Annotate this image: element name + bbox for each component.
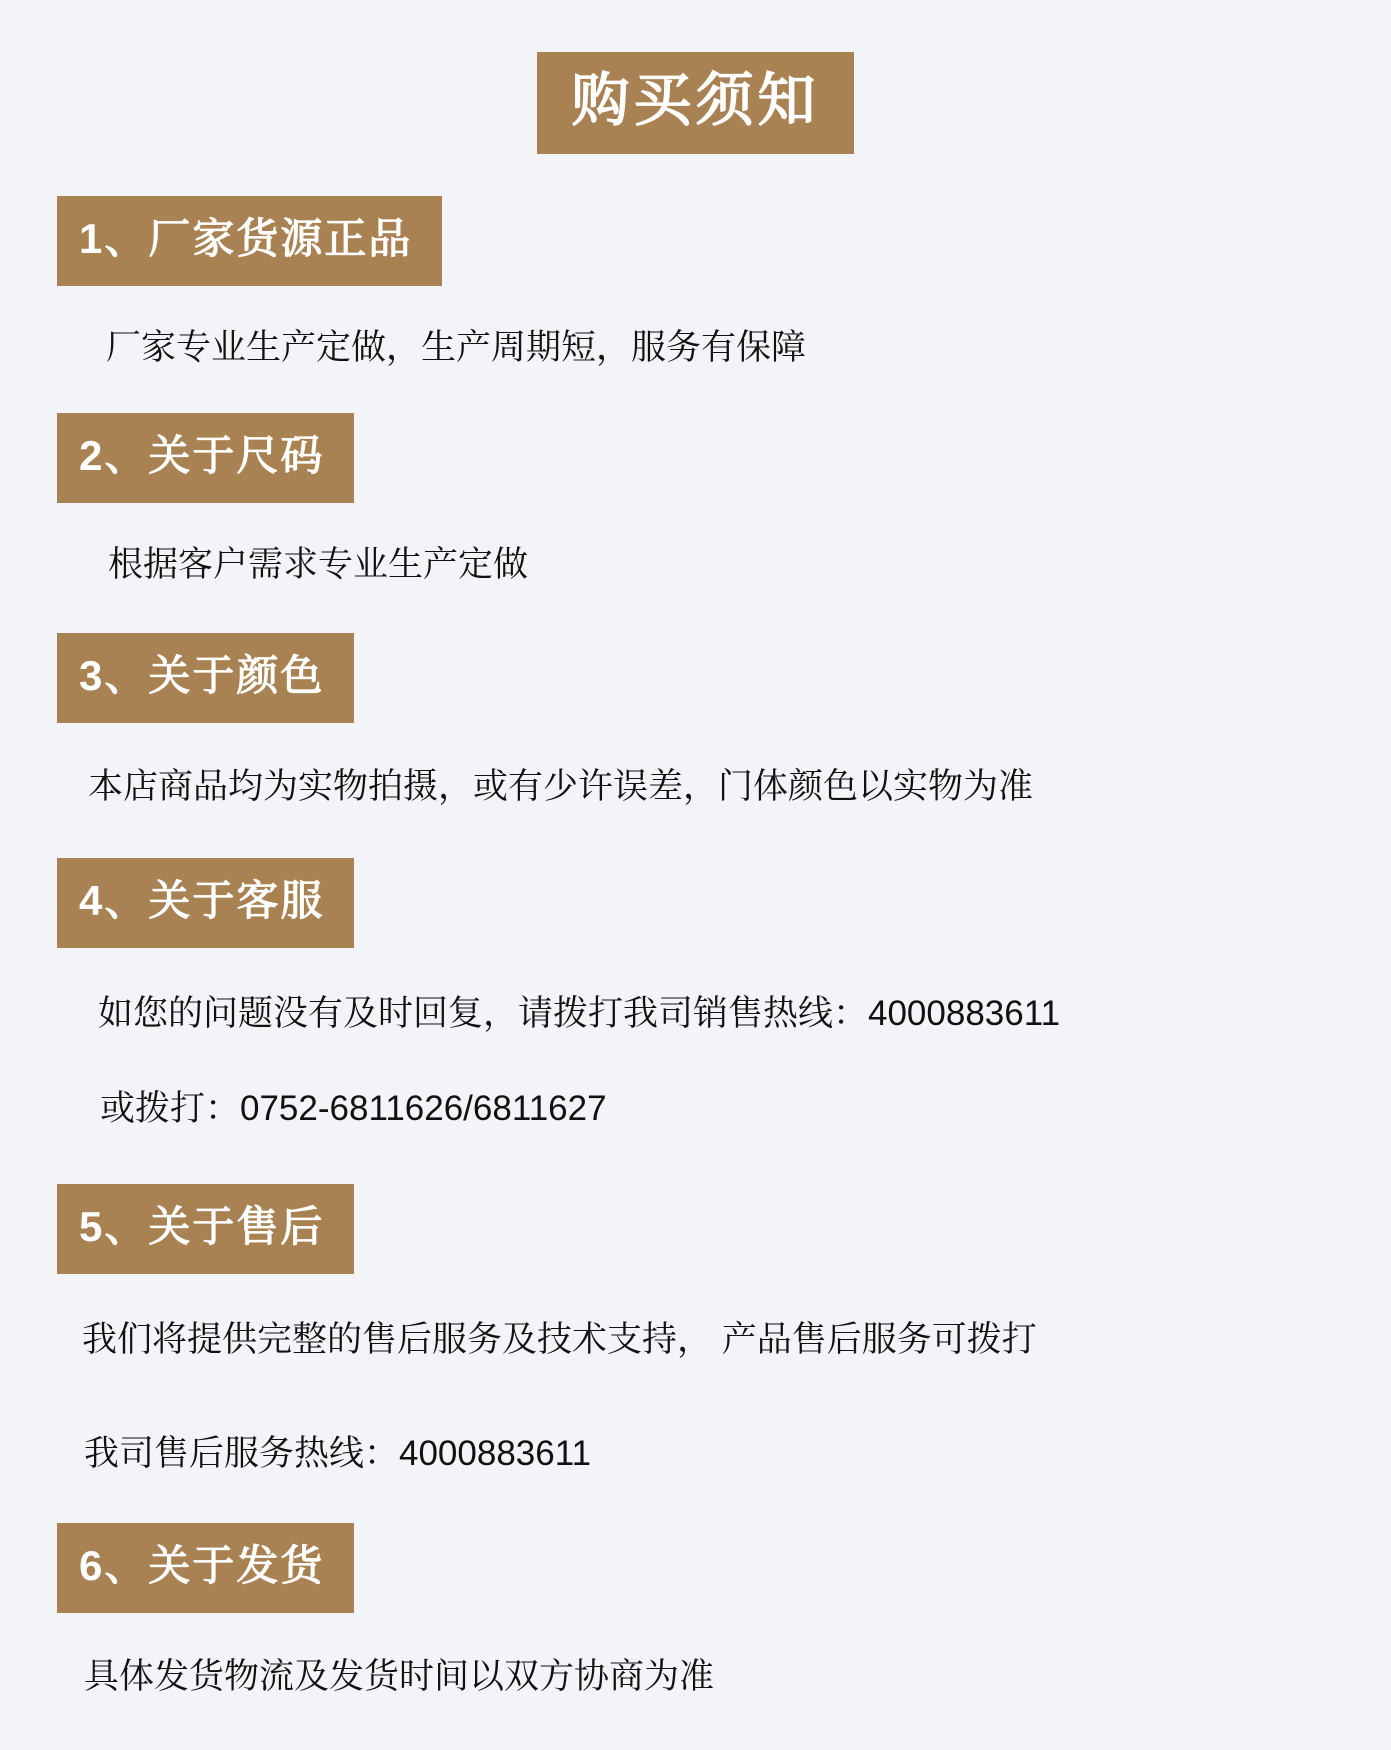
spacer-after-title	[0, 154, 1391, 196]
section-about-size	[0, 413, 1391, 588]
spacer-2	[0, 589, 1391, 633]
section-body-6-line-1: 具体发货物流及发货时间以双方协商为准	[84, 1656, 715, 1696]
page-title: 购买须知	[537, 52, 853, 154]
section-body-4-line-1: 如您的问题没有及时回复，请拨打我司销售热线：4000883611	[98, 993, 1061, 1033]
section-heading-6: 6、关于发货	[57, 1523, 354, 1613]
section-about-service	[0, 858, 1391, 1133]
section-body-3-line-1: 本店商品均为实物拍摄，或有少许误差，门体颜色以实物为准	[88, 766, 1034, 806]
section-heading-5: 5、关于售后	[57, 1184, 354, 1274]
section-body-5-line-2: 我司售后服务热线：4000883611	[84, 1433, 592, 1473]
spacer-4	[0, 1132, 1391, 1184]
page-title-container	[0, 0, 1391, 154]
section-after-sales	[0, 1184, 1391, 1477]
section-heading-4: 4、关于客服	[57, 858, 354, 948]
spacer-bottom	[0, 1700, 1391, 1750]
section-body-4-line-2: 或拨打：0752-6811626/6811627	[100, 1089, 607, 1128]
section-body-1-line-1: 厂家专业生产定做，生产周期短，服务有保障	[106, 328, 807, 367]
spacer-1	[0, 371, 1391, 413]
section-about-shipping	[0, 1523, 1391, 1700]
section-heading-3: 3、关于颜色	[57, 633, 354, 723]
spacer-3	[0, 810, 1391, 858]
section-heading-1: 1、厂家货源正品	[57, 196, 442, 286]
section-body-2-line-1: 根据客户需求专业生产定做	[108, 545, 529, 585]
section-factory-authentic	[0, 196, 1391, 371]
section-about-color	[0, 633, 1391, 810]
spacer-5	[0, 1477, 1391, 1523]
section-body-5-line-1: 我们将提供完整的售后服务及技术支持， 产品售后服务可拨打	[82, 1320, 1037, 1360]
section-heading-2: 2、关于尺码	[57, 413, 354, 503]
